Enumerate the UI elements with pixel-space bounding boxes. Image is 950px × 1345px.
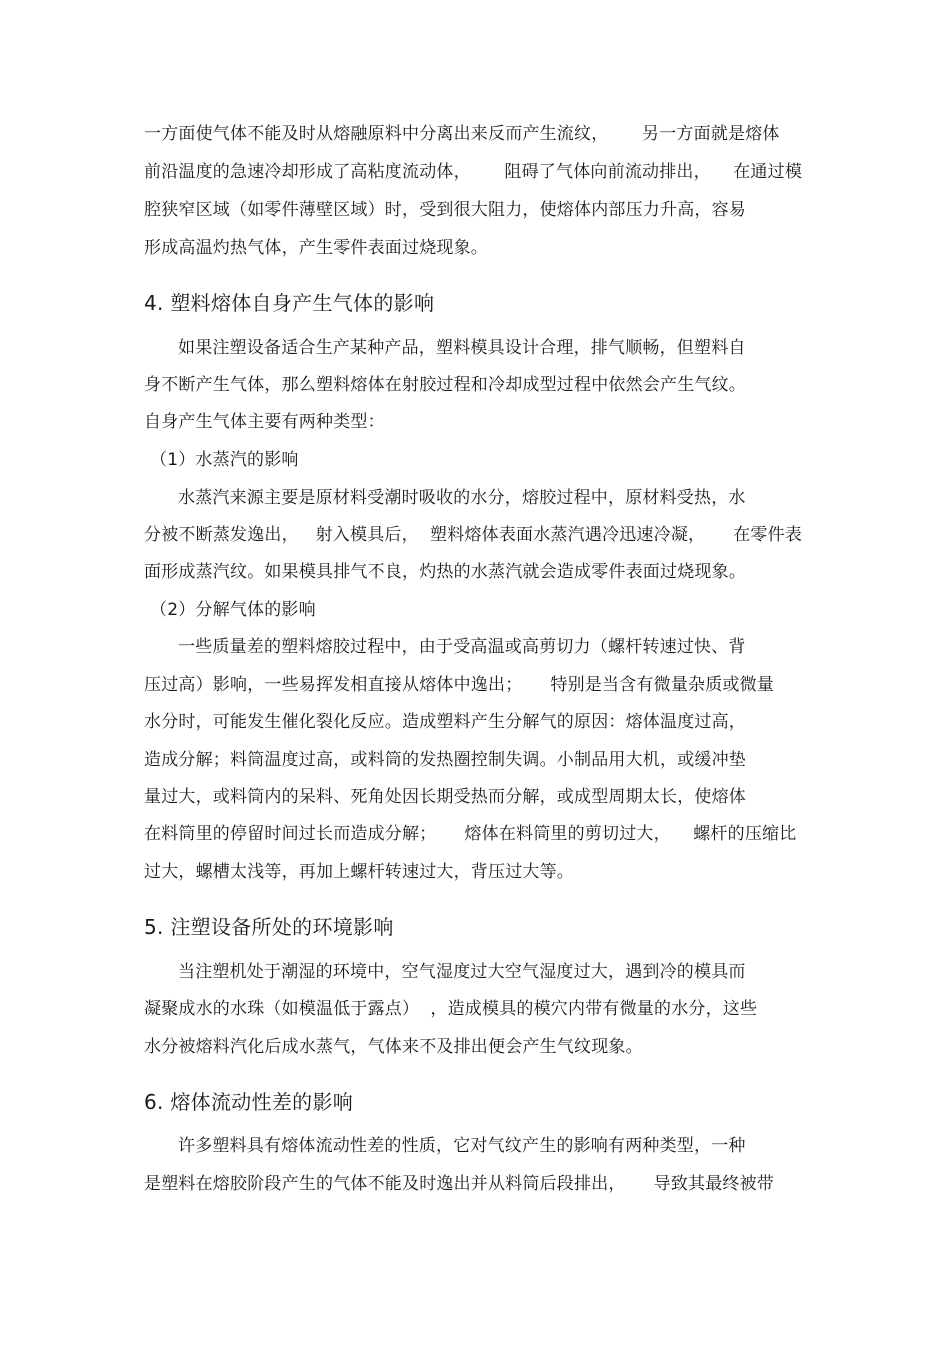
subsection-1-line-3: 面形成蒸汽纹。如果模具排气不良，灼热的水蒸汽就会造成零件表面过烧现象。 bbox=[144, 562, 746, 582]
subsection-2-line-1: 一些质量差的塑料熔胶过程中，由于受高温或高剪切力（螺杆转速过快、背 bbox=[178, 637, 746, 657]
subsection-2-line-4: 造成分解；料筒温度过高，或料筒的发热圈控制失调。小制品用大机，或缓冲垫 bbox=[144, 750, 746, 770]
subsection-2-line-2: 压过高）影响，一些易挥发相直接从熔体中逸出； 特别是当含有微量杂质或微量 bbox=[144, 675, 775, 695]
section-5-line-1: 当注塑机处于潮湿的环境中，空气湿度过大空气湿度过大，遇到冷的模具而 bbox=[178, 962, 746, 982]
section-4-heading: 4. 塑料熔体自身产生气体的影响 bbox=[144, 291, 435, 315]
section-4-line-1: 如果注塑设备适合生产某种产品，塑料模具设计合理，排气顺畅，但塑料自 bbox=[178, 338, 746, 358]
section-5-line-3: 水分被熔料汽化后成水蒸气，气体来不及排出便会产生气纹现象。 bbox=[144, 1037, 643, 1057]
continuation-line-3: 腔狭窄区域（如零件薄壁区域）时，受到很大阻力，使熔体内部压力升高，容易 bbox=[144, 200, 746, 220]
subsection-1-line-2: 分被不断蒸发逸出， 射入模具后， 塑料熔体表面水蒸汽遇冷迅速冷凝， 在零件表 bbox=[144, 525, 803, 545]
subsection-1-title: （1）水蒸汽的影响 bbox=[150, 450, 299, 470]
subsection-2-title: （2）分解气体的影响 bbox=[150, 600, 316, 620]
continuation-line-2: 前沿温度的急速冷却形成了高粘度流动体， 阻碍了气体向前流动排出， 在通过模 bbox=[144, 162, 803, 182]
section-5-line-2: 凝聚成水的水珠（如模温低于露点） ，造成模具的模穴内带有微量的水分，这些 bbox=[144, 999, 758, 1019]
section-4-line-2: 身不断产生气体，那么塑料熔体在射胶过程和冷却成型过程中依然会产生气纹。 bbox=[144, 375, 746, 395]
subsection-2-line-6: 在料筒里的停留时间过长而造成分解； 熔体在料筒里的剪切过大， 螺杆的压缩比 bbox=[144, 824, 797, 844]
subsection-2-line-3: 水分时，可能发生催化裂化反应。造成塑料产生分解气的原因：熔体温度过高， bbox=[144, 712, 746, 732]
section-6-line-1: 许多塑料具有熔体流动性差的性质，它对气纹产生的影响有两种类型，一种 bbox=[178, 1136, 746, 1156]
continuation-line-1: 一方面使气体不能及时从熔融原料中分离出来反而产生流纹， 另一方面就是熔体 bbox=[144, 124, 780, 144]
subsection-2-line-7: 过大，螺槽太浅等，再加上螺杆转速过大，背压过大等。 bbox=[144, 862, 574, 882]
subsection-2-line-5: 量过大，或料筒内的呆料、死角处因长期受热而分解，或成型周期太长，使熔体 bbox=[144, 787, 746, 807]
subsection-1-line-1: 水蒸汽来源主要是原材料受潮时吸收的水分，熔胶过程中，原材料受热，水 bbox=[178, 488, 746, 508]
section-4-line-3: 自身产生气体主要有两种类型： bbox=[144, 412, 385, 432]
section-5-heading: 5. 注塑设备所处的环境影响 bbox=[144, 915, 394, 939]
continuation-line-4: 形成高温灼热气体，产生零件表面过烧现象。 bbox=[144, 238, 488, 258]
section-6-line-2: 是塑料在熔胶阶段产生的气体不能及时逸出并从料筒后段排出， 导致其最终被带 bbox=[144, 1174, 775, 1194]
section-6-heading: 6. 熔体流动性差的影响 bbox=[144, 1090, 354, 1114]
